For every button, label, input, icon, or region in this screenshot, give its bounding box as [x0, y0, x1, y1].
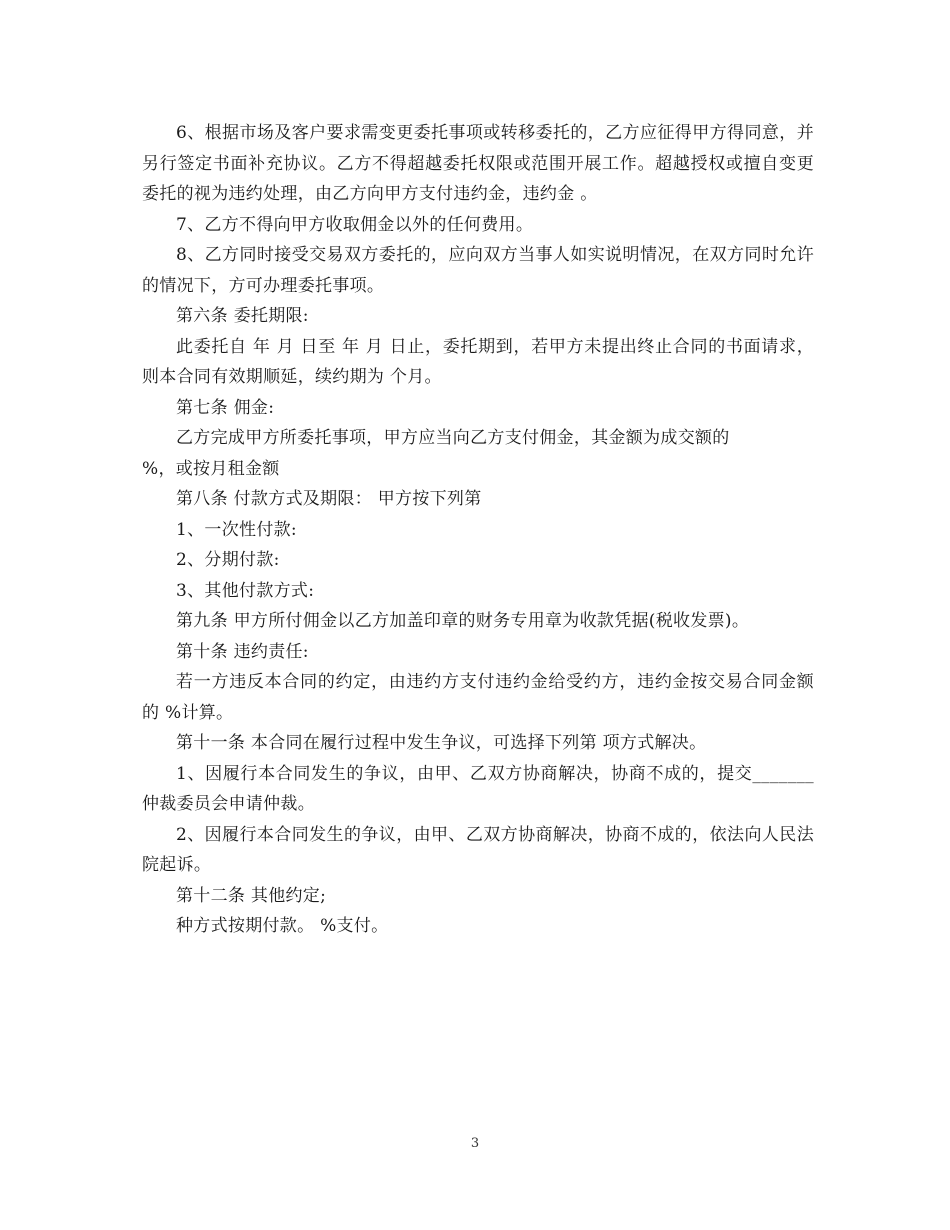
document-body [142, 118, 814, 942]
paragraph-clause-6: 6、根据市场及客户要求需变更委托事项或转移委托的，乙方应征得甲方得同意，并另行签定书面补充协议。乙方不得超越委托权限或范围开展工作。超越授权或擅自变更委托的视为违约处理，由乙方向甲方支付违约金，违约金 。 [142, 123, 814, 204]
paragraph-article-11: 第十一条 本合同在履行过程中发生争议，可选择下列第 项方式解决。 [176, 733, 707, 753]
paragraph-commission-rate: %，或按月租金额 [142, 458, 280, 479]
list-item-dispute-1: 1、因履行本合同发生的争议，由甲、乙双方协商解决，协商不成的，提交_______仲裁委员会申请仲裁。 [142, 763, 814, 814]
list-item-dispute-2: 2、因履行本合同发生的争议，由甲、乙双方协商解决，协商不成的，依法向人民法院起诉。 [142, 824, 814, 875]
section-heading-article-8: 第八条 付款方式及期限： 甲方按下列第 [176, 489, 482, 509]
paragraph-article-9: 第九条 甲方所付佣金以乙方加盖印章的财务专用章为收款凭据(税收发票)。 [176, 611, 750, 631]
list-item-payment-2: 2、分期付款: [176, 550, 280, 570]
page-number: 3 [470, 1136, 480, 1151]
paragraph-term: 此委托自 年 月 日至 年 月 日止，委托期到，若甲方未提出终止合同的书面请求，则本合同有效期顺延，续约期为 个月。 [142, 336, 814, 387]
section-heading-article-12: 第十二条 其他约定; [176, 885, 327, 906]
paragraph-commission: 乙方完成甲方所委托事项，甲方应当向乙方支付佣金，其金额为成交额的 [176, 428, 730, 448]
list-item-payment-1: 1、一次性付款: [176, 519, 297, 540]
section-heading-article-7: 第七条 佣金: [176, 397, 275, 418]
list-item-payment-3: 3、其他付款方式: [176, 580, 315, 601]
paragraph-breach: 若一方违反本合同的约定，由违约方支付违约金给受约方，违约金按交易合同金额的 %计算。 [142, 672, 814, 723]
paragraph-other: 种方式按期付款。 %支付。 [176, 916, 389, 936]
paragraph-clause-8: 8、乙方同时接受交易双方委托的，应向双方当事人如实说明情况，在双方同时允许的情况下，方可办理委托事项。 [142, 245, 814, 296]
section-heading-article-6: 第六条 委托期限: [176, 306, 309, 326]
paragraph-clause-7: 7、乙方不得向甲方收取佣金以外的任何费用。 [176, 214, 534, 235]
section-heading-article-10: 第十条 违约责任: [176, 641, 309, 662]
